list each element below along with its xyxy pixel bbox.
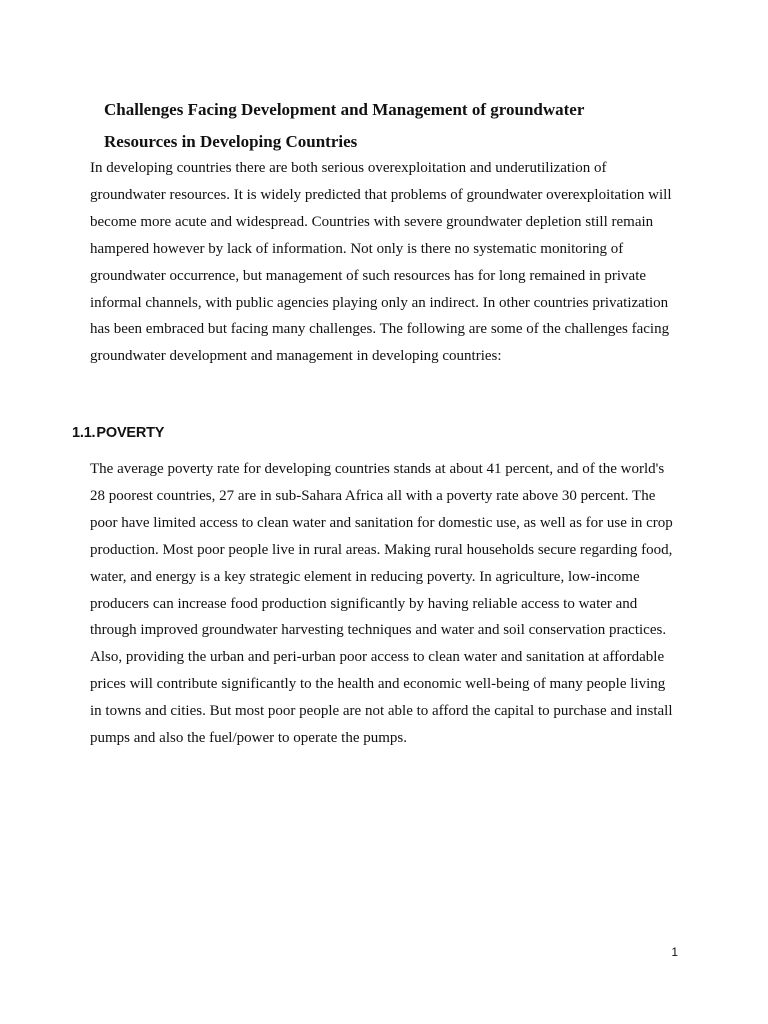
paragraph-line: Also, providing the urban and peri-urban poor access to clean water and sanitation at affordable xyxy=(90,649,665,666)
paragraph-line: groundwater resources. It is widely predicted that problems of groundwater overexploitation will xyxy=(90,186,672,203)
paragraph-line: groundwater occurrence, but management of such resources has for long remained in private xyxy=(90,267,647,284)
paragraph-line: The average poverty rate for developing countries stands at about 41 percent, and of the world's xyxy=(90,461,665,477)
paragraph-line: pumps and also the fuel/power to operate the pumps. xyxy=(90,730,408,747)
paragraph-line: through improved groundwater harvesting techniques and water and soil conservation practices. xyxy=(90,622,667,639)
paragraph-line: become more acute and widespread. Countries with severe groundwater depletion still remain xyxy=(90,213,654,230)
paragraph-line: informal channels, with public agencies playing only an indirect. In other countries privatization xyxy=(90,294,669,311)
paragraph-line: production. Most poor people live in rural areas. Making rural households secure regarding food, xyxy=(90,541,673,558)
intro-paragraph xyxy=(90,155,690,370)
paragraph-line: poor have limited access to clean water and sanitation for domestic use, as well as for use in crop xyxy=(90,514,673,531)
paragraph-line: prices will contribute significantly to the health and economic well-being of many people living xyxy=(90,676,666,693)
document-title xyxy=(104,94,664,158)
paragraph-line: in towns and cities. But most poor people are not able to afford the capital to purchase and install xyxy=(90,703,673,720)
page-number: 1 xyxy=(671,945,678,959)
paragraph-line: hampered however by lack of information. Not only is there no systematic monitoring of xyxy=(90,240,624,257)
paragraph-line: producers can increase food production significantly by having reliable access to water and xyxy=(90,595,638,612)
paragraph-line: groundwater development and management in developing countries: xyxy=(90,348,502,365)
title-line: Challenges Facing Development and Management of groundwater xyxy=(104,100,585,119)
paragraph-line: has been embraced but facing many challenges. The following are some of the challenges facing xyxy=(90,321,670,338)
paragraph-line: In developing countries there are both serious overexploitation and underutilization of xyxy=(90,160,607,176)
poverty-paragraph xyxy=(90,456,690,752)
section-heading xyxy=(72,422,164,444)
paragraph-line: water, and energy is a key strategic element in reducing poverty. In agriculture, low-income xyxy=(90,568,640,585)
section-number: 1.1. xyxy=(72,425,96,441)
section-title: POVERTY xyxy=(96,425,165,441)
paragraph-line: 28 poorest countries, 27 are in sub-Sahara Africa all with a poverty rate above 30 percent. The xyxy=(90,487,656,504)
title-line: Resources in Developing Countries xyxy=(104,132,358,151)
